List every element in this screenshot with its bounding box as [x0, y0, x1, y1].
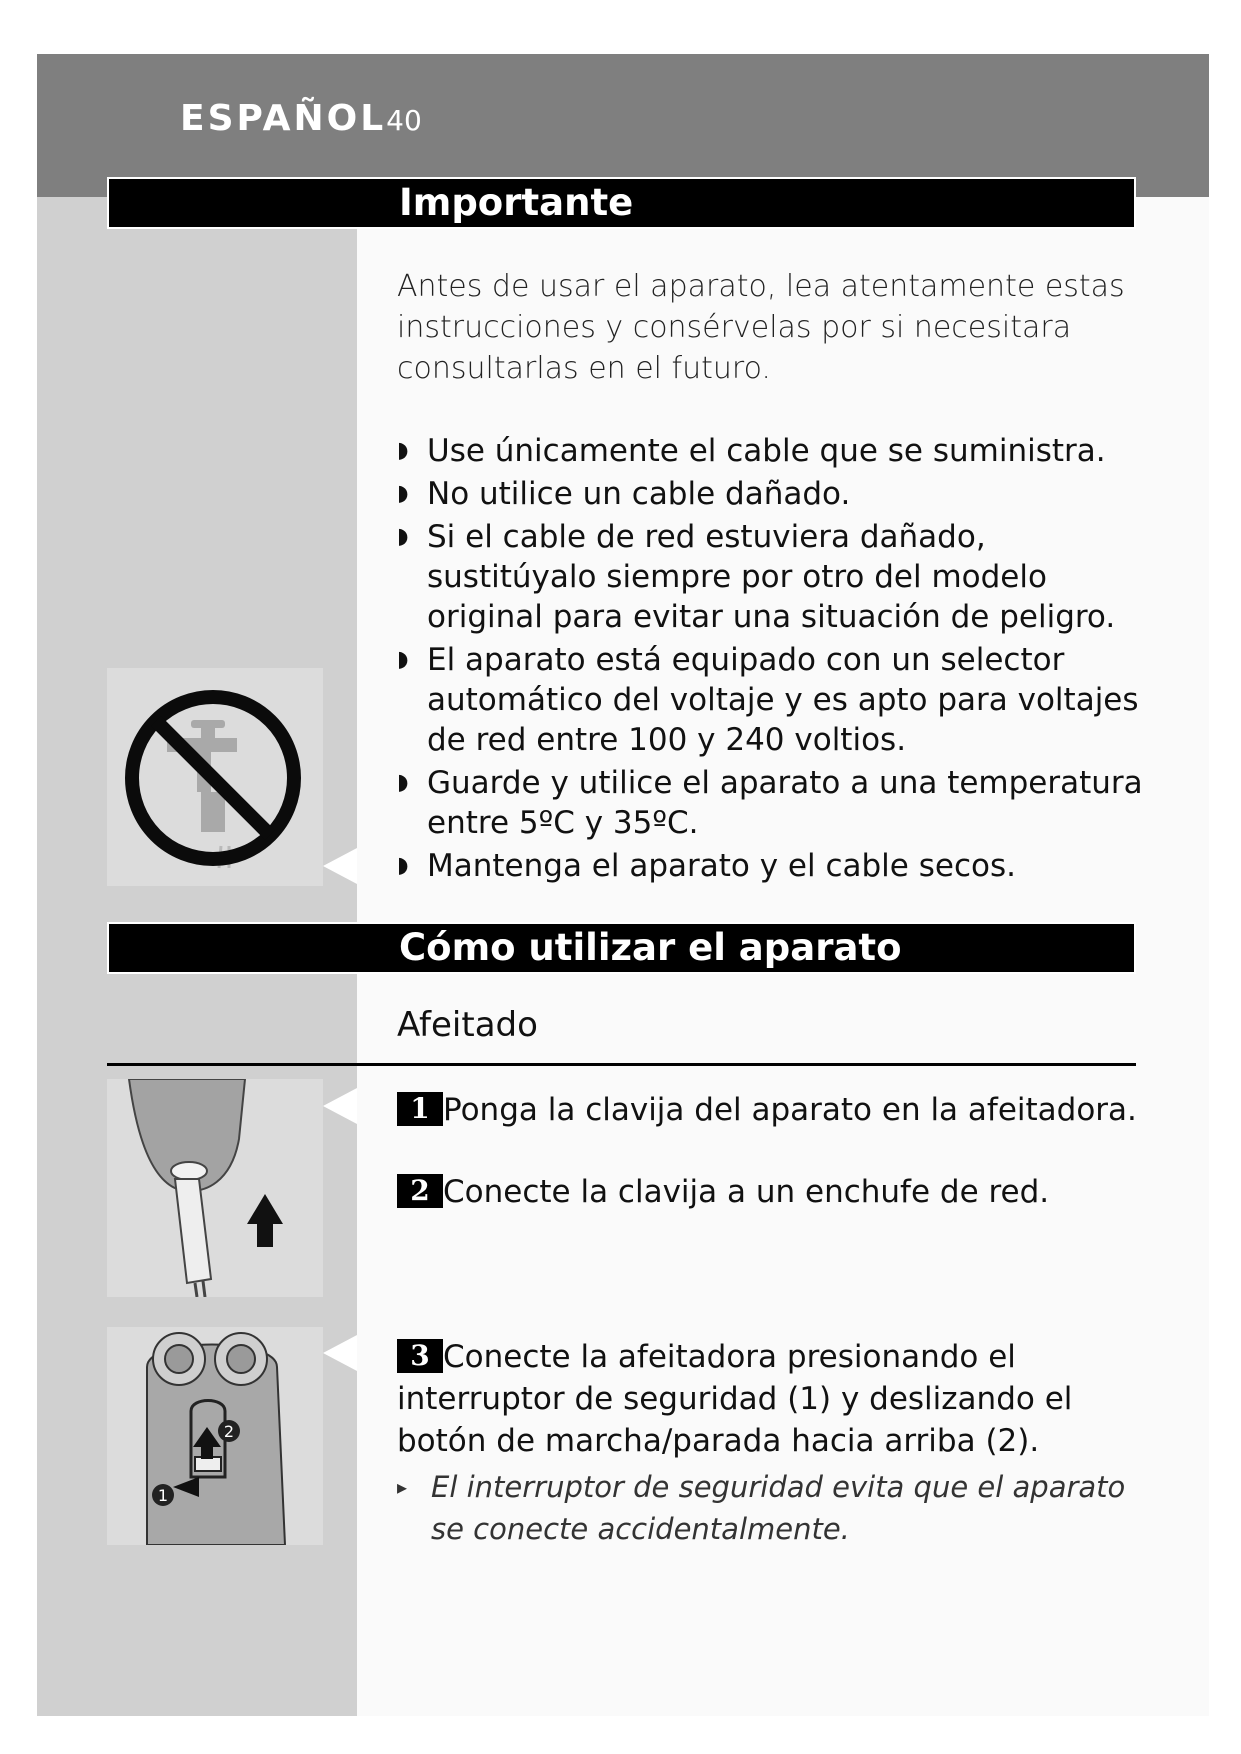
no-water-tap-icon [107, 668, 323, 886]
section-bar-important [107, 177, 1136, 229]
callout-pointer [323, 1088, 357, 1124]
step-1: 1 Ponga la clavija del aparato en la afeitadora. [397, 1089, 1157, 1131]
step-number-badge: 3 [397, 1339, 443, 1373]
bullet-icon: ◗ [397, 481, 409, 506]
callout-pointer [323, 1335, 357, 1371]
section-title-usage: Cómo utilizar el aparato [399, 926, 902, 969]
language-label: ESPAÑOL [180, 98, 387, 139]
bullet-icon: ◗ [397, 524, 409, 549]
list-item: ◗ Guarde y utilice el aparato a una temperatura entre 5ºC y 35ºC. [397, 765, 1143, 841]
list-item: ◗ Si el cable de red estuviera dañado, sustitúyalo siempre por otro del modelo original para evitar una situación de peligro. [397, 519, 1116, 635]
safety-bullet-list [397, 431, 1147, 889]
switch-label-2: 2 [223, 1422, 235, 1441]
step-number-badge: 1 [397, 1092, 443, 1126]
page-number: 40 [386, 104, 422, 137]
divider [107, 1063, 1136, 1066]
shaver-switch-icon [107, 1327, 323, 1545]
intro-paragraph: Antes de usar el aparato, lea atentamente estas instrucciones y consérvelas por si necesitara consultarlas en el futuro. [397, 269, 1125, 386]
callout-pointer [323, 848, 357, 884]
list-item: ◗ No utilice un cable dañado. [397, 476, 851, 512]
step-number-badge: 2 [397, 1174, 443, 1208]
note-arrow-icon: ▸ [397, 1475, 408, 1499]
step-3: 3 Conecte la afeitadora presionando el interruptor de seguridad (1) y deslizando el botón de marcha/parada hacia arriba (2). [397, 1339, 1073, 1459]
list-item: ◗ Mantenga el aparato y el cable secos. [397, 848, 1016, 884]
section-bar-usage [107, 922, 1136, 974]
list-item: ◗ Use únicamente el cable que se suministra. [397, 433, 1106, 469]
bullet-icon: ◗ [397, 647, 409, 672]
step-note: ▸ El interruptor de seguridad evita que el aparato se conecte accidentalmente. [397, 1466, 1157, 1550]
section-title-important: Importante [399, 181, 634, 224]
step-2: 2 Conecte la clavija a un enchufe de red. [397, 1171, 1157, 1213]
bullet-icon: ◗ [397, 853, 409, 878]
bullet-icon: ◗ [397, 770, 409, 795]
subheading-shaving: Afeitado [397, 1005, 538, 1045]
page-header [180, 98, 422, 139]
list-item: ◗ El aparato está equipado con un selector automático del voltaje y es apto para voltajes de red entre 100 y 240 voltios. [397, 642, 1139, 758]
switch-label-1: 1 [157, 1486, 169, 1505]
plug-into-shaver-icon [107, 1079, 323, 1297]
bullet-icon: ◗ [397, 438, 409, 463]
